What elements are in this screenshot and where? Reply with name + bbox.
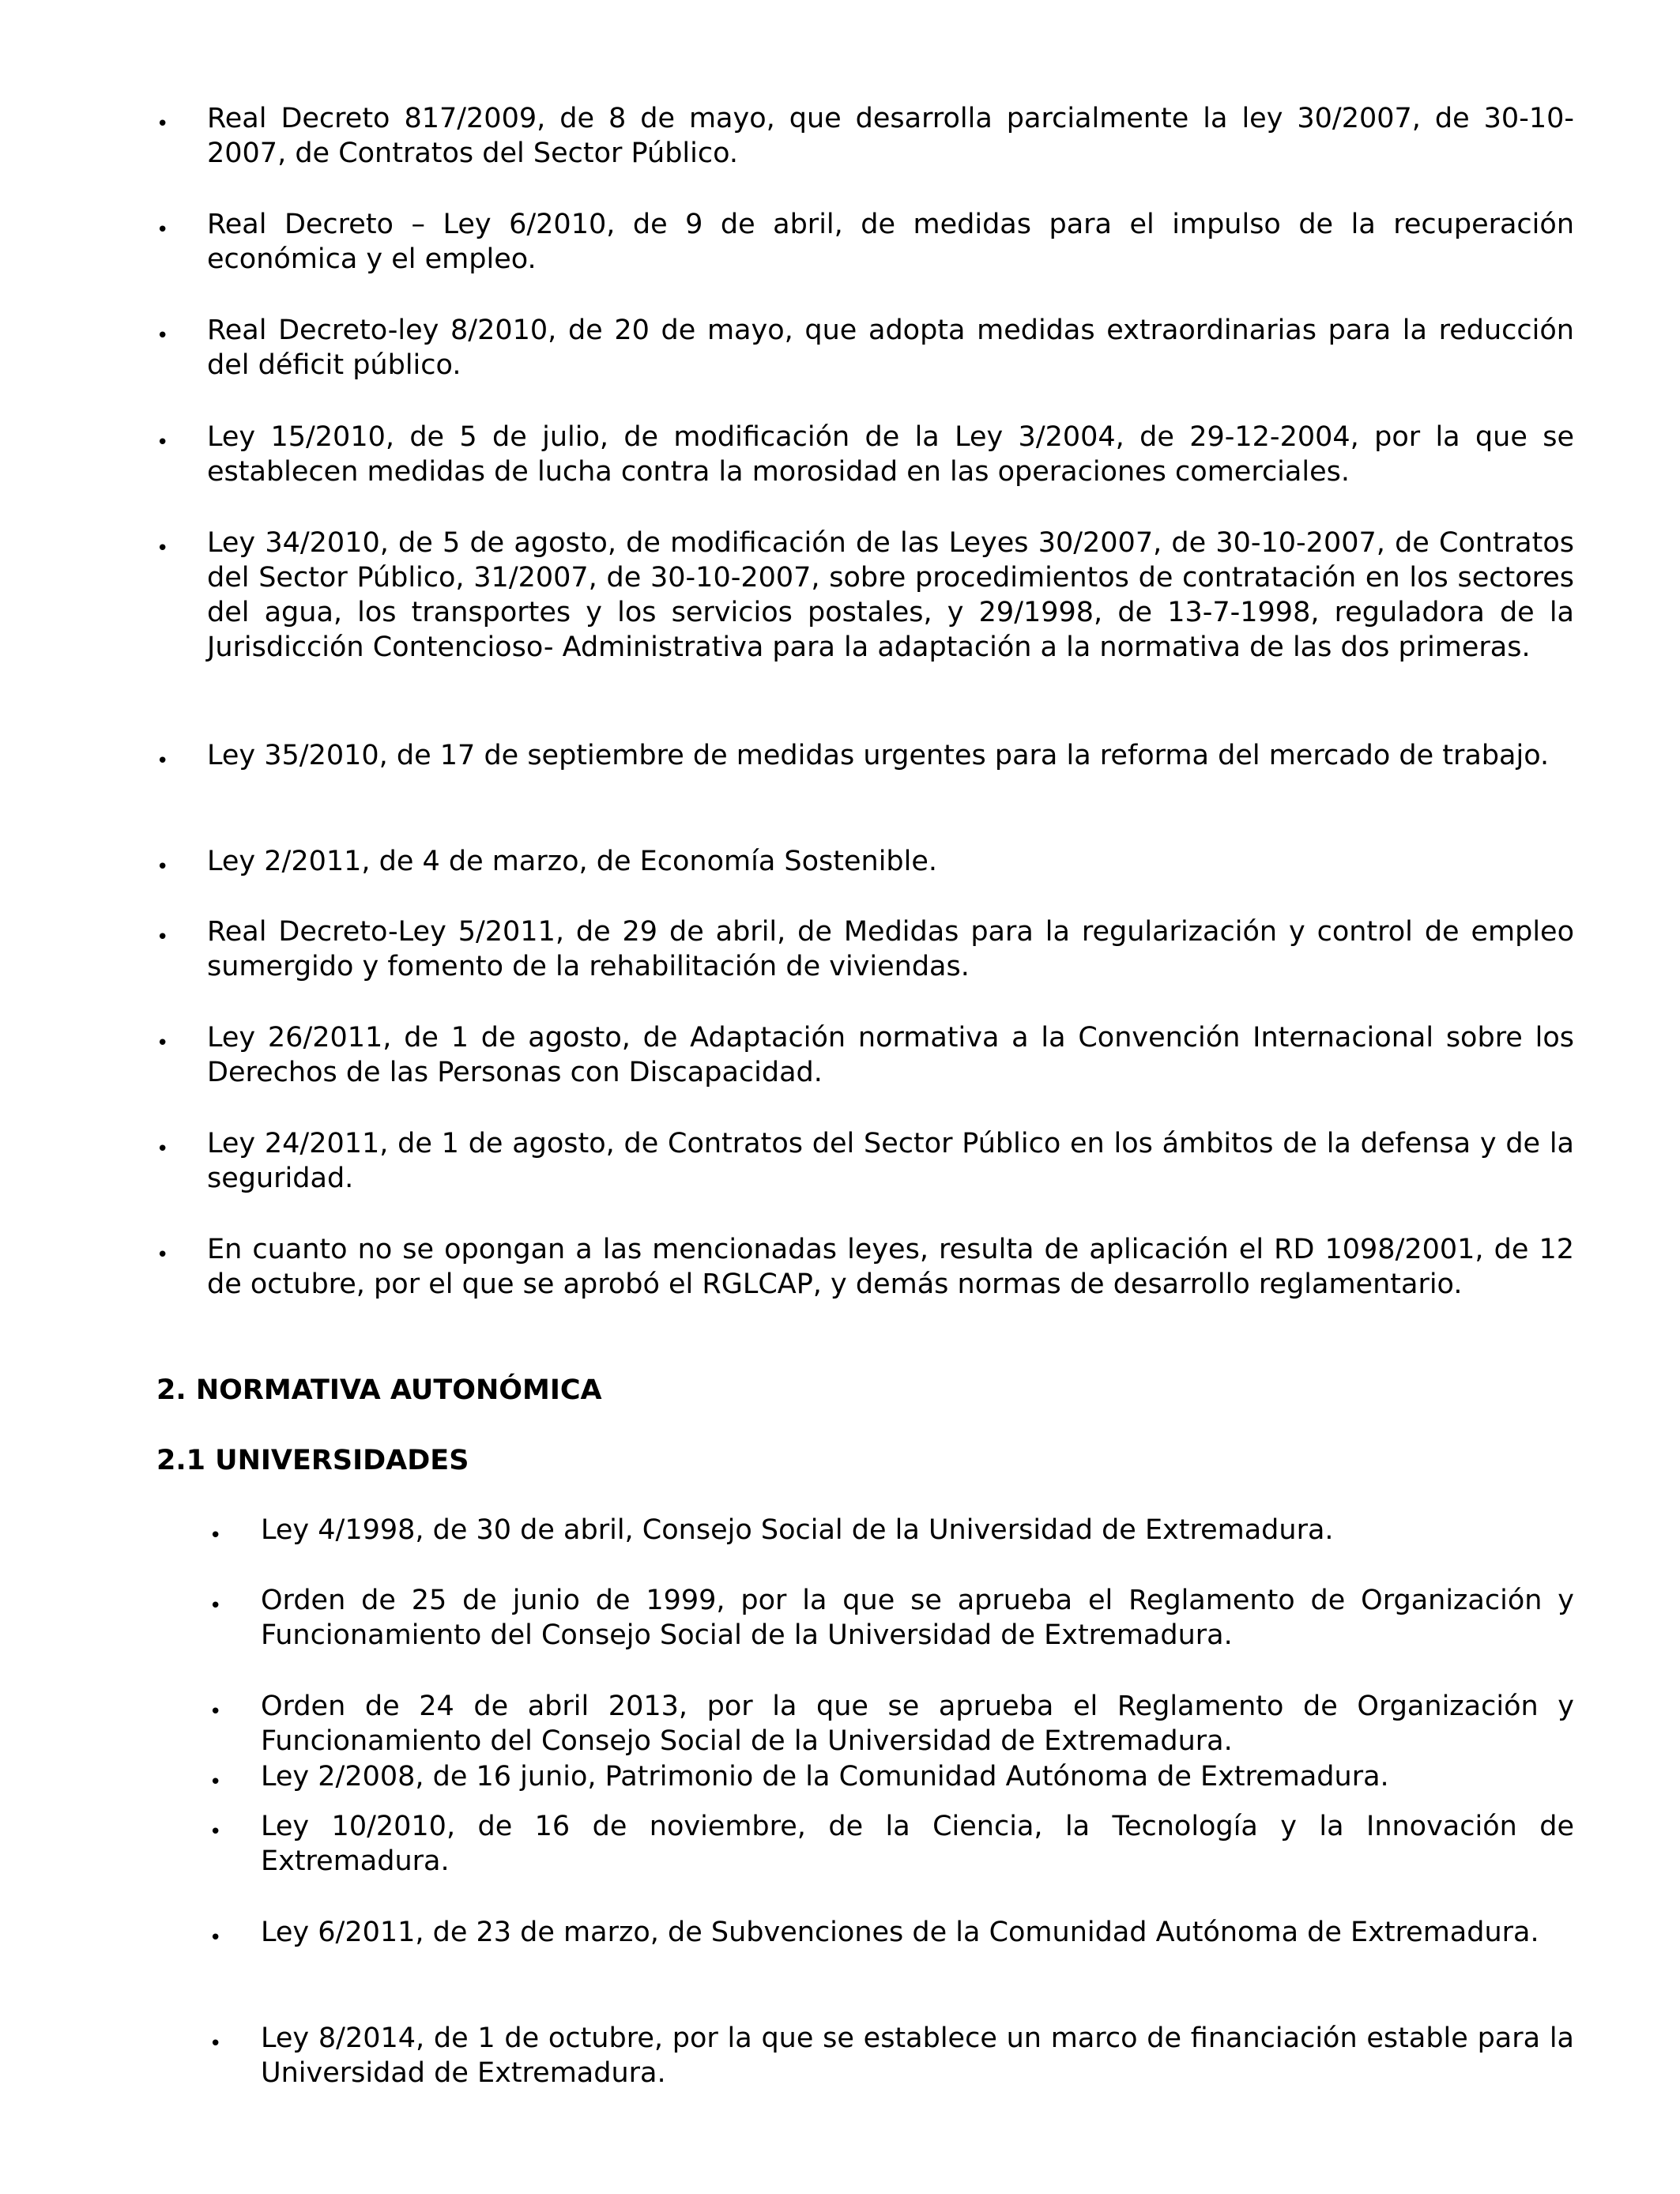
list-bullet: •	[209, 1524, 222, 1547]
list-item: Real Decreto-ley 8/2010, de 20 de mayo, que adopta medidas extraordinarias para la reducción del déficit público.	[207, 315, 1574, 381]
list-item: Ley 10/2010, de 16 de noviembre, de la Ciencia, la Tecnología y la Innovación de Extremadura.	[261, 1811, 1574, 1877]
list-item: Real Decreto 817/2009, de 8 de mayo, que desarrolla parcialmente la ley 30/2007, de 30-10-2007, de Contratos del Sector Público.	[207, 103, 1574, 169]
list-bullet: •	[209, 1594, 222, 1618]
list-bullet: •	[209, 2032, 222, 2056]
list-bullet: •	[209, 1770, 222, 1794]
list-item: Orden de 25 de junio de 1999, por la que se aprueba el Reglamento de Organización y Funcionamiento del Consejo Social de la Universidad de Extremadura.	[261, 1585, 1574, 1651]
list-bullet: •	[156, 1137, 169, 1161]
list-item: Ley 2/2011, de 4 de marzo, de Economía Sostenible.	[207, 846, 938, 877]
section-heading-autonomica: 2. NORMATIVA AUTONÓMICA	[156, 1374, 602, 1406]
list-item: Orden de 24 de abril 2013, por la que se aprueba el Reglamento de Organización y Funcionamiento del Consejo Social de la Universidad de Extremadura.	[261, 1691, 1574, 1757]
list-bullet: •	[156, 749, 169, 773]
subsection-heading-universidades: 2.1 UNIVERSIDADES	[156, 1445, 469, 1476]
list-bullet: •	[156, 855, 169, 879]
list-bullet: •	[156, 218, 169, 242]
list-bullet: •	[156, 431, 169, 454]
list-bullet: •	[156, 1031, 169, 1055]
list-bullet: •	[156, 925, 169, 949]
list-item: Ley 6/2011, de 23 de marzo, de Subvenciones de la Comunidad Autónoma de Extremadura.	[261, 1917, 1539, 1948]
list-item: Ley 34/2010, de 5 de agosto, de modificación de las Leyes 30/2007, de 30-10-2007, de Contratos del Sector Público, 31/2007, de 30-10-2007, sobre procedimientos de contratación en los sectores del agua, los transportes y los servicios postales, y 29/1998, de 13-7-1998, reguladora de la Jurisdicción Contencioso- Administrativa para la adaptación a la normativa de las dos primeras.	[207, 527, 1574, 663]
list-bullet: •	[209, 1700, 222, 1724]
list-bullet: •	[209, 1820, 222, 1844]
list-item: Ley 15/2010, de 5 de julio, de modificación de la Ley 3/2004, de 29-12-2004, por la que se establecen medidas de lucha contra la morosidad en las operaciones comerciales.	[207, 421, 1574, 488]
list-item: Ley 4/1998, de 30 de abril, Consejo Social de la Universidad de Extremadura.	[261, 1514, 1334, 1546]
list-bullet: •	[156, 1243, 169, 1267]
list-bullet: •	[156, 112, 169, 136]
list-bullet: •	[156, 537, 169, 560]
list-item: Ley 2/2008, de 16 junio, Patrimonio de la Comunidad Autónoma de Extremadura.	[261, 1761, 1389, 1793]
list-item: Ley 26/2011, de 1 de agosto, de Adaptación normativa a la Convención Internacional sobre los Derechos de las Personas con Discapacidad.	[207, 1022, 1574, 1088]
list-item: Ley 24/2011, de 1 de agosto, de Contratos del Sector Público en los ámbitos de la defensa y de la seguridad.	[207, 1128, 1574, 1194]
list-item: Ley 8/2014, de 1 de octubre, por la que se establece un marco de financiación estable para la Universidad de Extremadura.	[261, 2022, 1574, 2089]
list-item: Real Decreto-Ley 5/2011, de 29 de abril, de Medidas para la regularización y control de empleo sumergido y fomento de la rehabilitación de viviendas.	[207, 916, 1574, 982]
list-bullet: •	[156, 324, 169, 348]
list-item: En cuanto no se opongan a las mencionadas leyes, resulta de aplicación el RD 1098/2001, de 12 de octubre, por el que se aprobó el RGLCAP, y demás normas de desarrollo reglamentario.	[207, 1234, 1574, 1300]
list-bullet: •	[209, 1926, 222, 1950]
list-item: Real Decreto – Ley 6/2010, de 9 de abril, de medidas para el impulso de la recuperación económica y el empleo.	[207, 209, 1574, 275]
list-item: Ley 35/2010, de 17 de septiembre de medidas urgentes para la reforma del mercado de trabajo.	[207, 740, 1550, 771]
